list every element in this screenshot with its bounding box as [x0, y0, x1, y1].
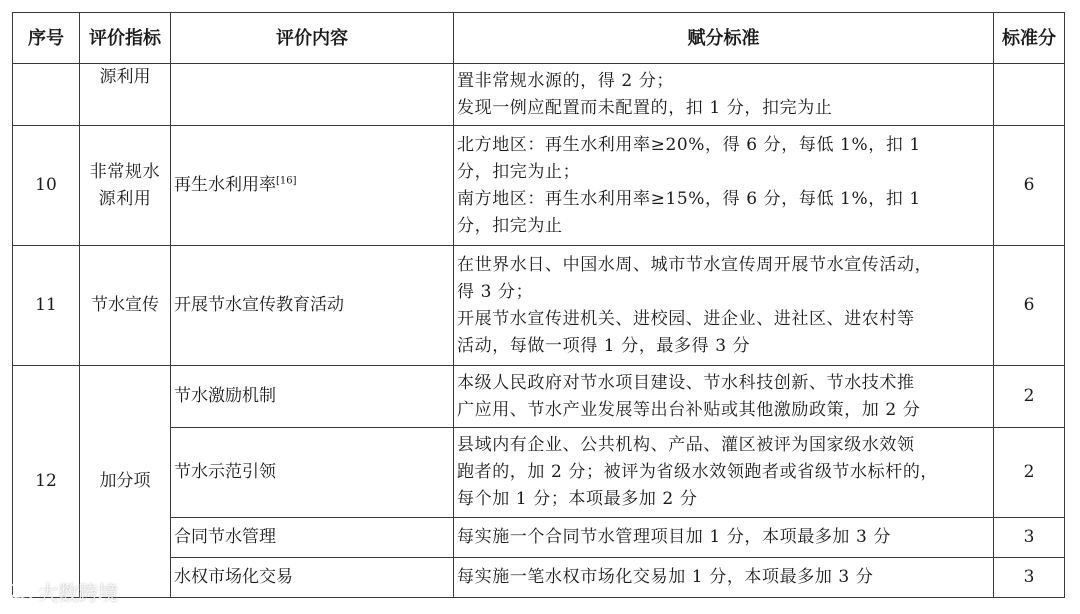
header-indicator: 评价指标: [80, 13, 171, 64]
cell-content: 水权市场化交易: [171, 558, 454, 598]
criteria-line: 北方地区：再生水利用率≥20%，得 6 分，每低 1%，扣 1: [457, 134, 921, 155]
table-row: [13, 428, 1065, 518]
indicator-line: 源利用: [98, 188, 152, 209]
cell-score: 2: [994, 366, 1065, 428]
header-criteria: 赋分标准: [454, 13, 994, 64]
table-row: [13, 126, 1065, 246]
table-row: [13, 64, 1065, 126]
cell-content: 开展节水宣传教育活动: [171, 246, 454, 366]
cell-indicator: 加分项: [80, 366, 171, 598]
indicator-line: 非常规水: [89, 161, 161, 182]
cell-no: 11: [13, 246, 80, 366]
criteria-line: 得 3 分；: [457, 281, 534, 302]
cell-content: 节水示范引领: [171, 428, 454, 518]
cell-content: 合同节水管理: [171, 518, 454, 558]
cell-criteria: [454, 428, 994, 518]
table-row: [13, 366, 1065, 428]
cell-no: 12: [13, 366, 80, 598]
watermark: [8, 577, 118, 606]
content-text: 再生水利用率: [174, 175, 276, 195]
watermark-text: 大数跨境: [38, 581, 118, 605]
cell-no: [13, 64, 80, 126]
criteria-line: 南方地区：再生水利用率≥15%，得 6 分，每低 1%，扣 1: [457, 188, 921, 209]
cell-criteria: [454, 366, 994, 428]
criteria-line: 跑者的，加 2 分；被评为省级水效领跑者或省级节水标杆的，: [457, 462, 939, 482]
header-content: 评价内容: [171, 13, 454, 64]
table-row: [13, 558, 1065, 598]
chat-bubble-icon: [8, 582, 34, 602]
cell-content: [171, 126, 454, 246]
cell-criteria: [454, 558, 994, 598]
cell-criteria: [454, 126, 994, 246]
evaluation-table: [12, 12, 1065, 598]
cell-indicator: [80, 126, 171, 246]
cell-criteria: [454, 64, 994, 126]
criteria-line: 每实施一笔水权市场化交易加 1 分，本项最多加 3 分: [457, 567, 874, 587]
header-score: 标准分: [994, 13, 1065, 64]
cell-no: 10: [13, 126, 80, 246]
criteria-line: 本级人民政府对节水项目建设、节水科技创新、节水技术推: [457, 372, 915, 393]
criteria-line: 发现一例应配置而未配置的，扣 1 分，扣完为止: [457, 97, 833, 118]
cell-score: [994, 64, 1065, 126]
header-no: 序号: [13, 13, 80, 64]
criteria-line: 县域内有企业、公共机构、产品、灌区被评为国家级水效领: [457, 435, 915, 455]
table-row: [13, 518, 1065, 558]
cell-criteria: [454, 246, 994, 366]
cell-indicator: 节水宣传: [80, 246, 171, 366]
criteria-line: 每个加 1 分；本项最多加 2 分: [457, 489, 698, 509]
criteria-line: 广应用、节水产业发展等出台补贴或其他激励政策，加 2 分: [457, 399, 921, 420]
criteria-line: 活动，每做一项得 1 分，最多得 3 分: [457, 335, 751, 356]
cell-score: 6: [994, 246, 1065, 366]
criteria-line: 开展节水宣传进机关、进校园、进企业、进社区、进农村等: [457, 308, 915, 329]
criteria-line: 每实施一个合同节水管理项目加 1 分，本项最多加 3 分: [457, 527, 892, 547]
document-page: [12, 12, 1065, 598]
cell-score: 3: [994, 518, 1065, 558]
criteria-line: 置非常规水源的，得 2 分；: [457, 70, 675, 91]
cell-indicator: 源利用: [80, 64, 171, 126]
criteria-line: 在世界水日、中国水周、城市节水宣传周开展节水宣传活动，: [457, 254, 933, 275]
criteria-line: 分，扣完为止: [457, 215, 563, 236]
cell-score: 3: [994, 558, 1065, 598]
table-row: [13, 246, 1065, 366]
table-header-row: [13, 13, 1065, 64]
cell-score: 6: [994, 126, 1065, 246]
criteria-line: 分，扣完为止；: [457, 161, 581, 182]
cell-score: 2: [994, 428, 1065, 518]
reference-mark: [16]: [276, 175, 297, 187]
cell-content: 节水激励机制: [171, 366, 454, 428]
cell-content: [171, 64, 454, 126]
cell-criteria: [454, 518, 994, 558]
